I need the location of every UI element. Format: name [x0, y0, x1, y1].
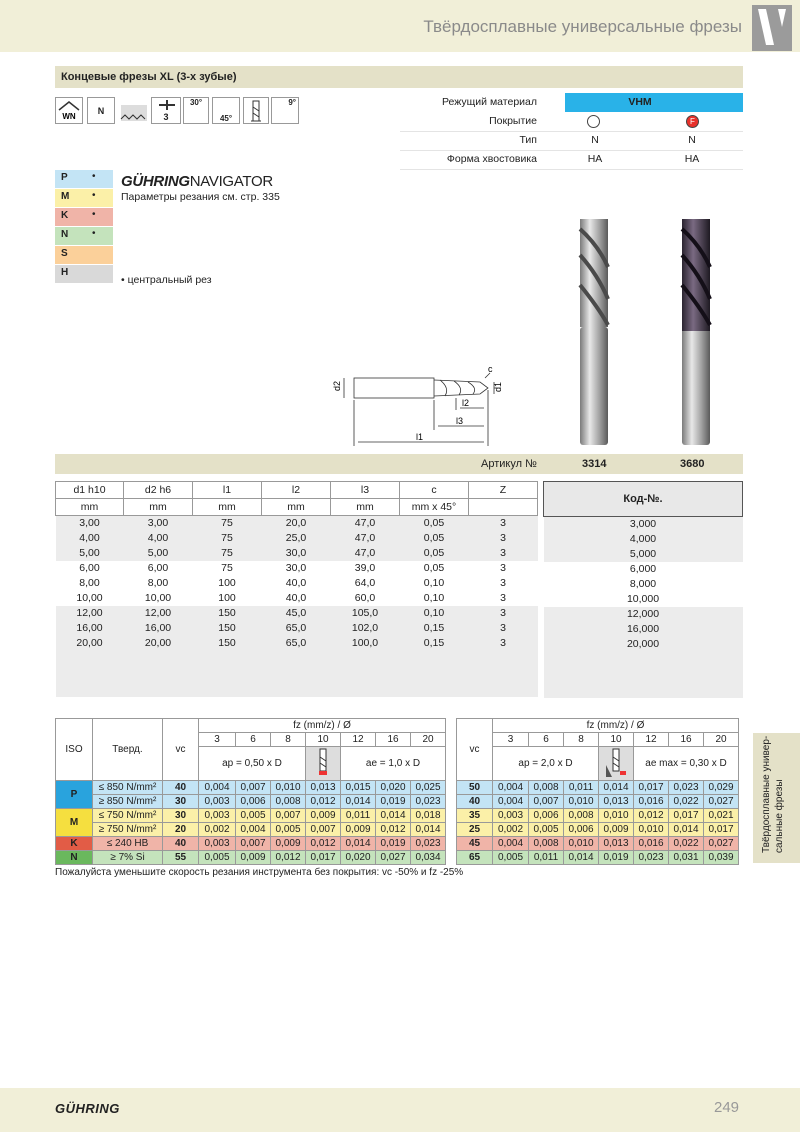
svg-text:l3: l3 — [456, 416, 464, 426]
table-units-row: mm mm mm mm mm mm x 45° — [56, 499, 538, 516]
table-row: 10,00 10,00 100 40,0 60,0 0,10 3 — [56, 591, 538, 606]
coating-row: Покрытие F — [400, 112, 743, 131]
navigator-note: Параметры резания см. стр. 335 — [121, 191, 280, 203]
cutting-row: 35 0,003 0,006 0,008 0,010 0,012 0,017 0,021 — [457, 809, 739, 823]
code-row: 10,000 — [544, 592, 743, 607]
table-row: 4,00 4,00 75 25,0 47,0 0,05 3 — [56, 531, 538, 546]
cutting-row: 65 0,005 0,011 0,014 0,019 0,023 0,031 0,039 — [457, 851, 739, 865]
house-icon — [57, 100, 81, 122]
cutting-data-table-left: ISO Тверд. vc fz (mm/z) / Ø 3 6 8 10 12 16 20 ap = 0,50 x D ae = 1,0 x D P ≤ 850 N/mm² 40 0,004 0,007 0,010 0,013 0,015 0,020 0,025 ≥ 850 N/mm² 30 0,003 0,006 0,008 0,012 0,014 0,019 0,023 M ≤ 750 N/mm² 30 0,003 0,005 0,007 0,009 0,011 0,014 0,018 ≥ 750 N/mm² 20 0,002 0,004 0,005 0,007 0,009 0,012 0,014 K ≤ 240 HB 40 0,003 0,007 0,009 0,012 0,014 0,019 0,023 N ≥ 7% Si 55 0,005 0,009 0,012 0,017 0,020 0,027 0,034 — [55, 718, 446, 865]
code-row: 8,000 — [544, 577, 743, 592]
code-row: 3,000 — [544, 517, 743, 532]
code-row: 4,000 — [544, 532, 743, 547]
cutting-note: Пожалуйста уменьшите скорость резания инструмента без покрытия: vc -50% и fz -25% — [55, 867, 464, 878]
slot-milling-icon — [306, 747, 341, 781]
svg-text:WN: WN — [62, 111, 76, 121]
table-row: 3,00 3,00 75 20,0 47,0 0,05 3 — [56, 516, 538, 531]
guhring-mark-icon — [752, 5, 792, 51]
table-header-row: d1 h10 d2 h6 l1 l2 l3 c Z — [56, 482, 538, 499]
helix-30-pictogram: 30° — [183, 97, 209, 124]
code-row: 20,000 — [544, 637, 743, 652]
cutting-row: P ≤ 850 N/mm² 40 0,004 0,007 0,010 0,013 0,015 0,020 0,025 — [56, 781, 446, 795]
cutting-row: 50 0,004 0,008 0,011 0,014 0,017 0,023 0,029 — [457, 781, 739, 795]
table-row: 20,00 20,00 150 65,0 100,0 0,15 3 — [56, 636, 538, 651]
type-row: Тип N N — [519, 134, 696, 146]
guhring-navigator-logo: GÜHRINGNAVIGATOR — [121, 173, 273, 190]
uncoated-circle-icon — [587, 115, 600, 128]
end-mill-icon — [243, 97, 269, 124]
cutting-row: 40 0,004 0,007 0,010 0,013 0,016 0,022 0,027 — [457, 795, 739, 809]
iso-s: S — [55, 246, 113, 264]
angle-9-pictogram: 9° — [271, 97, 299, 124]
table-row: 8,00 8,00 100 40,0 64,0 0,10 3 — [56, 576, 538, 591]
iso-h: H — [55, 265, 113, 283]
table-spacer-row — [56, 651, 538, 697]
flutes-count: 3 — [163, 112, 169, 122]
type-n-pictogram: N — [87, 97, 115, 124]
svg-text:d2: d2 — [332, 380, 342, 391]
coating-f-icon: F — [686, 115, 699, 128]
code-row: 16,000 — [544, 622, 743, 637]
code-row: 6,000 — [544, 562, 743, 577]
cutting-data-table-right: vc fz (mm/z) / Ø 3 6 8 10 12 16 20 ap = 2,0 x D ae max = 0,30 x D 50 0,004 0,008 0,011 0,014 0,017 0,023 0,029 40 0,004 0,007 0,010 0,013 0,016 0,022 0,027 35 0,003 0,006 0,008 0,010 0,012 0,017 0,021 25 0,002 0,005 0,006 0,009 0,010 0,014 0,017 45 0,004 0,008 0,010 0,013 0,016 0,022 0,027 65 0,005 0,011 0,014 0,019 0,023 0,031 0,039 — [456, 718, 739, 865]
material-row: Режущий материал VHM — [400, 93, 743, 112]
table-row: 6,00 6,00 75 30,0 39,0 0,05 3 — [56, 561, 538, 576]
side-milling-icon — [599, 747, 634, 781]
cutting-row: ≥ 850 N/mm² 30 0,003 0,006 0,008 0,012 0,014 0,019 0,023 — [56, 795, 446, 809]
dimensions-table — [55, 481, 538, 697]
cutting-row: ≥ 750 N/mm² 20 0,002 0,004 0,005 0,007 0,009 0,012 0,014 — [56, 823, 446, 837]
product-title: Концевые фрезы XL (3-х зубые) — [55, 66, 743, 88]
footer-logo: GÜHRING — [55, 1101, 120, 1116]
table-row: 16,00 16,00 150 65,0 102,0 0,15 3 — [56, 621, 538, 636]
cutting-row: 45 0,004 0,008 0,010 0,013 0,016 0,022 0,027 — [457, 837, 739, 851]
divider — [400, 169, 743, 170]
end-mill-vhm-image — [574, 215, 614, 447]
code-table — [543, 481, 743, 698]
chamfer-45-pictogram: 45° — [212, 97, 240, 124]
vhm-label: VHM — [628, 96, 652, 108]
article-3314: 3314 — [582, 458, 607, 470]
code-row: 12,000 — [544, 607, 743, 622]
page-title: Твёрдосплавные универсальные фрезы — [423, 17, 742, 36]
cutting-row: N ≥ 7% Si 55 0,005 0,009 0,012 0,017 0,020 0,027 0,034 — [56, 851, 446, 865]
end-mill-coated-image — [676, 215, 716, 447]
code-row: 5,000 — [544, 547, 743, 562]
article-bar: Артикул № 3314 3680 — [55, 454, 743, 474]
shank-row: Форма хвостовика HA HA — [446, 153, 700, 165]
iso-k: K • — [55, 208, 113, 226]
cutting-row: M ≤ 750 N/mm² 30 0,003 0,005 0,007 0,009 0,011 0,014 0,018 — [56, 809, 446, 823]
svg-text:c: c — [488, 364, 493, 374]
page-footer — [0, 1088, 800, 1132]
article-3680: 3680 — [680, 458, 705, 470]
surface-finish-icon — [119, 97, 149, 124]
iso-n: N • — [55, 227, 113, 245]
flutes-pictogram — [151, 97, 181, 124]
feature-note: • центральный рез — [121, 274, 212, 286]
page-number: 249 — [714, 1099, 740, 1116]
code-header: Код-№. — [544, 482, 743, 517]
svg-text:l1: l1 — [416, 432, 424, 442]
wn-pictogram — [55, 97, 83, 124]
cutting-row: 25 0,002 0,005 0,006 0,009 0,010 0,014 0,017 — [457, 823, 739, 837]
side-tab — [753, 733, 800, 863]
svg-text:d1: d1 — [493, 381, 503, 392]
iso-p: P • — [55, 170, 113, 188]
side-tab-label: Твёрдосплавные универ-сальные фрезы — [761, 735, 785, 853]
table-row: 12,00 12,00 150 45,0 105,0 0,10 3 — [56, 606, 538, 621]
iso-m: M • — [55, 189, 113, 207]
svg-text:l2: l2 — [462, 398, 470, 408]
cutting-row: K ≤ 240 HB 40 0,003 0,007 0,009 0,012 0,014 0,019 0,023 — [56, 837, 446, 851]
table-row: 5,00 5,00 75 30,0 47,0 0,05 3 — [56, 546, 538, 561]
tool-dimension-drawing — [330, 360, 510, 450]
